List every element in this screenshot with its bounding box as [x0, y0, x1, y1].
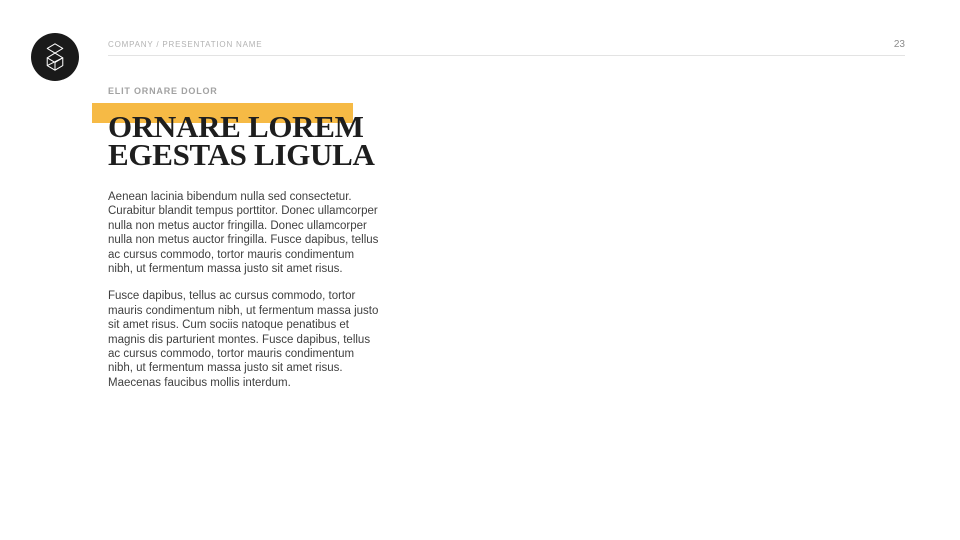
slide-title-line-1: ORNARE LOREM: [108, 109, 364, 144]
company-logo: [31, 33, 79, 81]
slide-title-line-2: EGESTAS LIGULA: [108, 137, 375, 172]
slide-title: [108, 109, 375, 172]
presentation-name-label: COMPANY / PRESENTATION NAME: [108, 40, 263, 49]
body-paragraph: Fusce dapibus, tellus ac cursus commodo, tortor mauris condimentum nibh, ut fermentum massa justo sit amet risus. Cum sociis natoque penatibus et magnis dis parturient montes. Fusce dapibus, tellus ac cursus commodo, tortor mauris condimentum nibh, ut fermentum massa justo sit amet risus. Maecenas faucibus mollis interdum.: [108, 290, 379, 389]
section-eyebrow: ELIT ORNARE DOLOR: [108, 86, 218, 96]
cube-wireframe-icon: [41, 41, 69, 73]
body-paragraph: Aenean lacinia bibendum nulla sed consectetur. Curabitur blandit tempus porttitor. Donec ullamcorper nulla non metus auctor fringilla. Donec ullamcorper nulla non metus auctor fringilla. Fusce dapibus, tellus ac cursus commodo, tortor mauris condimentum nibh, ut fermentum massa justo sit amet risus.: [108, 191, 379, 276]
page-number: 23: [893, 39, 905, 50]
body-text: [108, 190, 381, 390]
header-divider: [108, 55, 905, 56]
